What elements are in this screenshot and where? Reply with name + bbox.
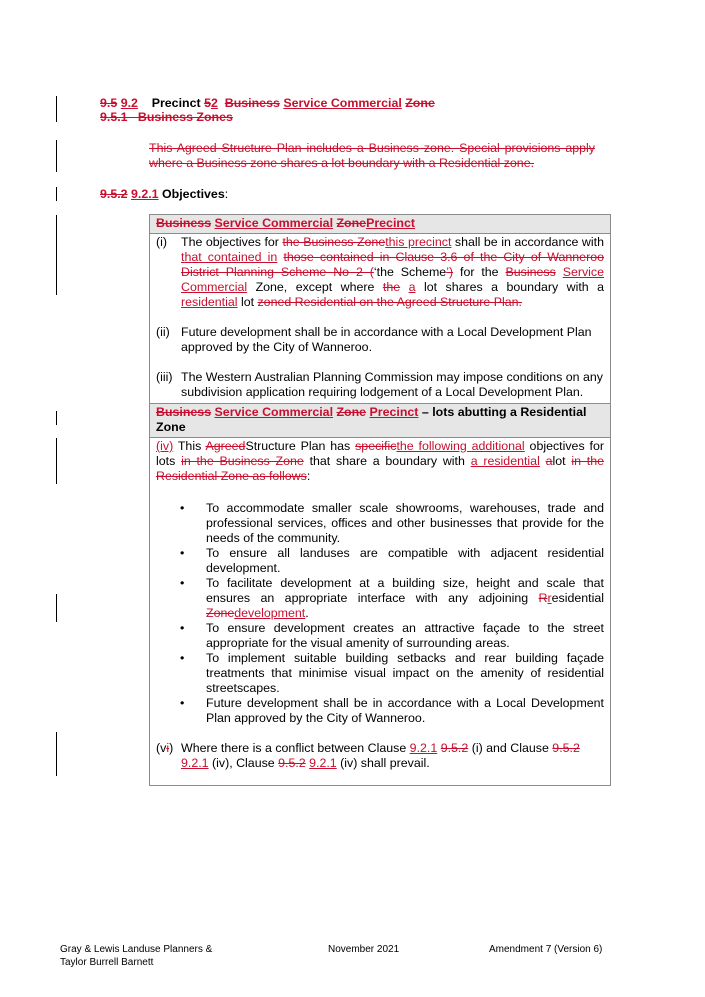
objectives-table [149,214,611,786]
table-header-residential: Business Service Commercial Zone Precinct – lots abutting a Residential Zone [150,404,611,438]
objectives-heading: 9.5.2 9.2.1 Objectives: [100,187,229,201]
list-item: (ii) Future development shall be in accordance with a Local Development Plan approved by the City of Wanneroo. [156,325,592,354]
list-item: • Future development shall be in accordance with a Local Development Plan approved by the City of Wanneroo. [180,696,604,725]
section-heading: 9.5 9.2 Precinct 52 Business Service Commercial Zone [100,96,435,110]
list-item: • To accommodate smaller scale showrooms, warehouses, trade and professional services, offices and other businesses that provide for the needs of the community. [180,501,604,545]
subheading-deleted: 9.5.1 Business Zones [100,110,233,124]
footer-left: Gray & Lewis Landuse Planners & Taylor Burrell Barnett [60,944,213,968]
list-item: • To implement suitable building setbacks and rear building façade treatments that minimise visual impact on the amenity of residential streetscapes. [180,651,604,695]
objectives-bullet-list [156,501,604,726]
change-bar [56,140,57,172]
list-item: • To ensure development creates an attractive façade to the street appropriate for the visual amenity of surrounding areas. [180,621,604,650]
change-bar [56,438,57,484]
table-cell-residential-objectives [150,438,611,786]
list-item: (iii) The Western Australian Planning Commission may impose conditions on any subdivision application requiring lodgement of a Local Development Plan. [156,370,603,399]
change-bar [56,732,57,776]
change-bar [56,411,57,425]
table-cell-objectives [150,234,611,404]
change-bar [56,594,57,622]
footer-amendment: Amendment 7 (Version 6) [489,944,603,955]
change-bar [56,96,57,122]
table-header-precinct: Business Service Commercial ZonePrecinct [150,215,611,234]
list-item: (i) The objectives for the Business Zonethis precinct shall be in accordance with that contained in those contained in Clause 3.6 of the City of Wanneroo District Planning Scheme No 2 (‘the Scheme’) for the Business Service Commercial Zone, except where the a lot shares a boundary with a residential lot zoned Residential on the Agreed Structure Plan. [156,235,605,309]
list-item: • To ensure all landuses are compatible with adjacent residential development. [180,546,604,575]
item-v-paragraph: (vi) Where there is a conflict between Clause 9.2.1 9.5.2 (i) and Clause 9.5.2 9.2.1 (iv), Clause 9.5.2 9.2.1 (iv) shall prevail. [156,741,580,770]
change-bar [56,215,57,295]
footer-date: November 2021 [328,944,400,955]
list-item: • To facilitate development at a building size, height and scale that ensures an appropriate interface with any adjoining Rresidential Zonedevelopment. [180,576,604,620]
intro-paragraph-deleted: This Agreed Structure Plan includes a Business zone. Special provisions apply where a Business zone shares a lot boundary with a Residential zone. [149,141,595,170]
item-iv-paragraph: (iv) This AgreedStructure Plan has specificthe following additional objectives for lots in the Business Zone that share a boundary with a residential alot in the Residential Zone as follows: [156,439,605,483]
change-bar [56,187,57,201]
